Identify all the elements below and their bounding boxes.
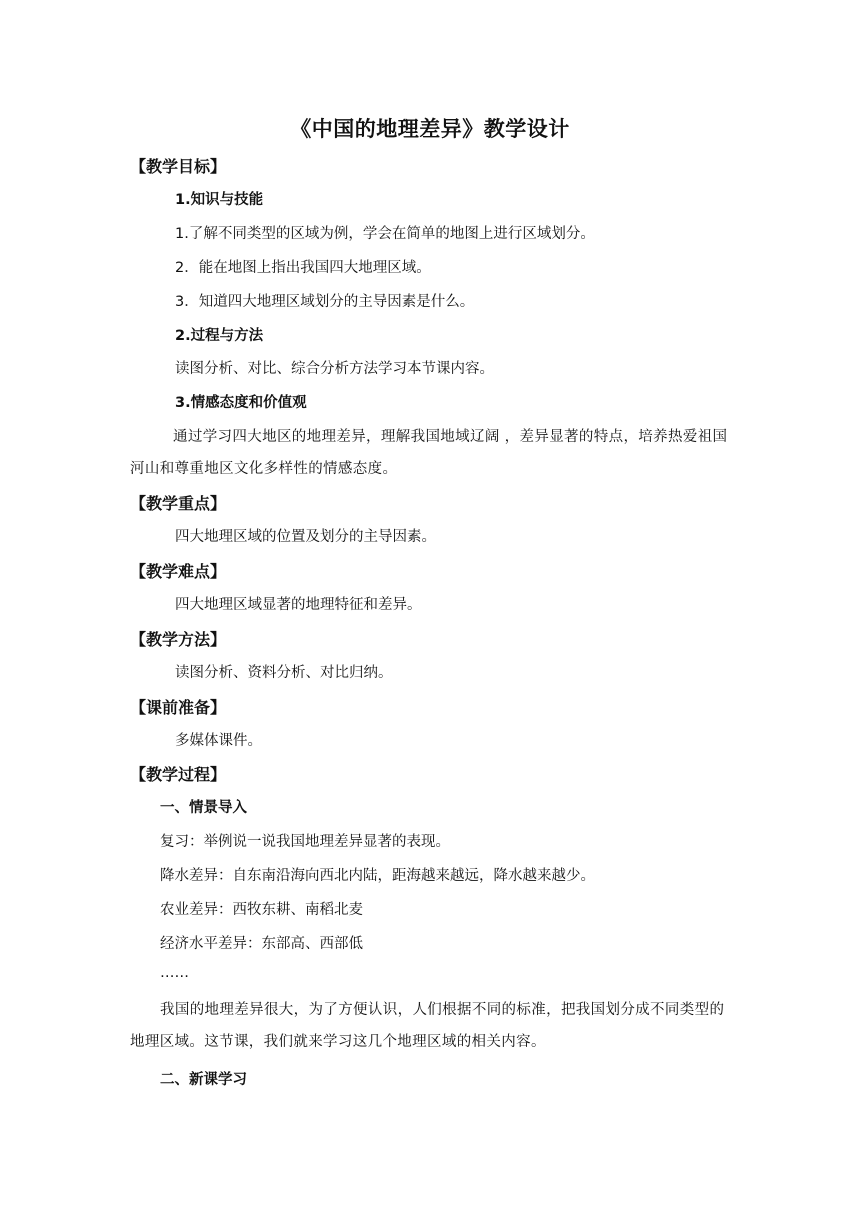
precipitation-text: 降水差异：自东南沿海向西北内陆，距海越来越远，降水越来越少。 — [160, 868, 595, 884]
attitude-label: 3.情感态度和价值观 — [175, 395, 307, 411]
process-method-label: 2.过程与方法 — [175, 328, 264, 344]
economy-text: 经济水平差异：东部高、西部低 — [160, 936, 363, 952]
section-intro-label: 一、情景导入 — [160, 800, 247, 816]
knowledge-item-2: 2．能在地图上指出我国四大地理区域。 — [175, 260, 431, 276]
preparation-heading: 【课前准备】 — [130, 698, 227, 717]
review-text: 复习：举例说一说我国地理差异显著的表现。 — [160, 834, 450, 850]
ellipsis-text: …… — [160, 965, 189, 981]
difficulties-text: 四大地理区域显著的地理特征和差异。 — [175, 597, 422, 613]
preparation-text: 多媒体课件。 — [175, 733, 262, 749]
section-new-lesson-label: 二、新课学习 — [160, 1072, 247, 1088]
key-points-text: 四大地理区域的位置及划分的主导因素。 — [175, 529, 436, 545]
key-points-heading: 【教学重点】 — [130, 494, 227, 513]
methods-text: 读图分析、资料分析、对比归纳。 — [175, 665, 393, 681]
knowledge-item-1: 1.了解不同类型的区域为例，学会在简单的地图上进行区域划分。 — [175, 226, 595, 242]
process-method-text: 读图分析、对比、综合分析方法学习本节课内容。 — [175, 361, 494, 377]
objectives-heading: 【教学目标】 — [130, 157, 227, 176]
document-title: 《中国的地理差异》教学设计 — [290, 117, 570, 141]
knowledge-item-3: 3．知道四大地理区域划分的主导因素是什么。 — [175, 294, 475, 310]
process-heading: 【教学过程】 — [130, 765, 227, 784]
difficulties-heading: 【教学难点】 — [130, 562, 227, 581]
attitude-paragraph: 通过学习四大地区的地理差异，理解我国地域辽阔 ，差异显著的特点，培养热爱祖国河山和尊重地区文化多样性的情感态度。 — [130, 429, 728, 477]
knowledge-skills-label: 1.知识与技能 — [175, 192, 264, 208]
agriculture-text: 农业差异：西牧东耕、南稻北麦 — [160, 902, 363, 918]
methods-heading: 【教学方法】 — [130, 630, 227, 649]
intro-summary-paragraph: 我国的地理差异很大，为了方便认识，人们根据不同的标准，把我国划分成不同类型的地理区域。这节课，我们就来学习这几个地理区域的相关内容。 — [130, 1002, 725, 1050]
